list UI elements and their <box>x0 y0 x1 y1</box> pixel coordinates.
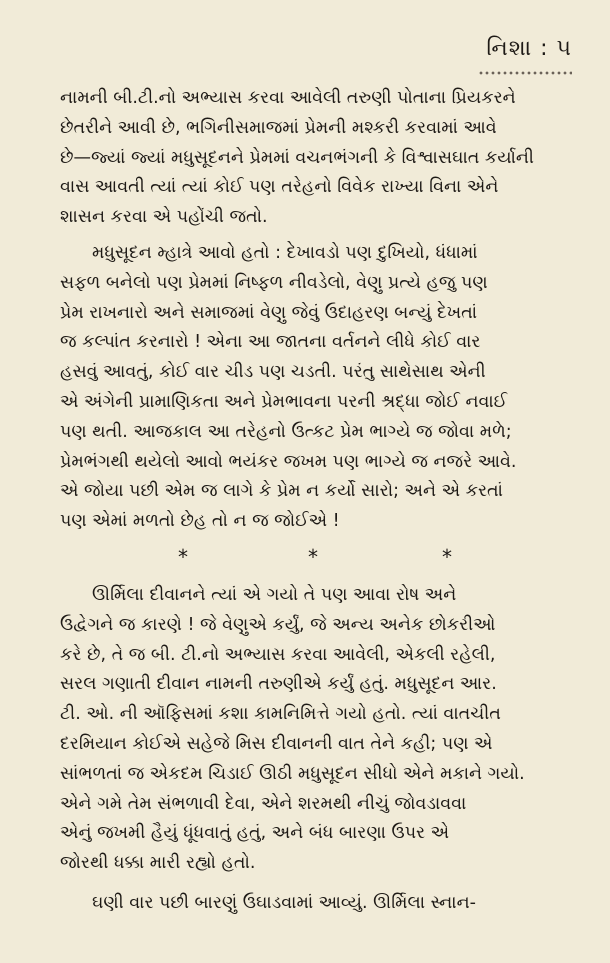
text-line: પણ થતી. આજકાલ આ તરેહનો ઉત્કટ પ્રેમ ભાગ્યે જ જોવા મળે; <box>60 421 512 442</box>
text-line: પ્રેમ રાખનારો અને સમાજમાં વેણુ જેવું ઉદાહરણ બન્યું દેખતાં <box>60 302 478 323</box>
text-line: ઉદ્વેગને જ કારણે ! જે વેણુએ કર્યું, જે અન્ય અનેક છોકરીઓ <box>60 614 496 635</box>
header-ornament <box>478 70 572 76</box>
text-line: દરમિયાન કોઈએ સહેજે મિસ દીવાનની વાત તેને કહી; પણ એ <box>60 733 493 754</box>
text-line: કરે છે, તે જ બી. ટી.નો અભ્યાસ કરવા આવેલી, એકલી રહેલી, <box>60 644 496 665</box>
text-line: એ અંગેની પ્રામાણિકતા અને પ્રેમભાવના પરની શ્રદ્ધા જોઈ નવાઈ <box>60 391 508 412</box>
paragraph-4 <box>60 889 572 919</box>
text-line: ઊર્મિલા દીવાનને ત્યાં એ ગયો તે પણ આવા રોષ અને <box>92 584 457 605</box>
page-header: નિશા : ૫ <box>486 36 572 61</box>
paragraph-2 <box>60 239 572 537</box>
text-line: વાસ આવતી ત્યાં ત્યાં કોઈ પણ તરેહનો વિવેક રાખ્યા વિના એને <box>60 177 499 198</box>
text-line: પ્રેમભંગથી થયેલો આવો ભયંકર જખમ પણ ભાગ્યે જ નજરે આવે. <box>60 451 517 472</box>
body-text <box>60 84 572 919</box>
text-line: નામની બી.ટી.નો અભ્યાસ કરવા આવેલી તરુણી પોતાના પ્રિયકરને <box>60 88 516 108</box>
separator-star: * <box>442 544 452 569</box>
text-line: ઘણી વાર પછી બારણું ઉઘાડવામાં આવ્યું. ઊર્મિલા સ્નાન- <box>92 892 476 913</box>
text-line: હસવું આવતું, કોઈ વાર ચીડ પણ ચડતી. પરંતુ સાથેસાથ એની <box>60 362 486 383</box>
text-line: એનું જખમી હૈયું ધૂંધવાતું હતું, અને બંધ બારણા ઉપર એ <box>60 823 450 844</box>
text-line: છેતરીને આવી છે, ભગિનીસમાજમાં પ્રેમની મશ્કરી કરવામાં આવે <box>60 117 497 138</box>
section-separator <box>60 539 572 579</box>
separator-star: * <box>178 544 188 569</box>
text-line: એ જોયા પછી એમ જ લાગે કે પ્રેમ ન કર્યો સારો; અને એ કરતાં <box>60 481 503 502</box>
text-line: જ કલ્પાંત કરનારો ! એના આ જાતના વર્તનને લીધે કોઈ વાર <box>60 332 481 353</box>
text-line: શાસન કરવા એ પહોંચી જતો. <box>60 207 268 228</box>
text-line: સફળ બનેલો પણ પ્રેમમાં નિષ્ફળ નીવડેલો, વેણુ પ્રત્યે હજુ પણ <box>60 272 488 293</box>
text-line: પણ એમાં મળતો છેહ તો ન જ જોઈએ ! <box>60 511 340 532</box>
text-line: સરલ ગણાતી દીવાન નામની તરુણીએ કર્યું હતું. મધુસૂદન આર. <box>60 674 497 695</box>
text-line: છે—જ્યાં જ્યાં મધુસૂદનને પ્રેમમાં વચનભંગની કે વિશ્વાસઘાત કર્યાની <box>60 147 534 168</box>
separator-star: * <box>308 544 318 569</box>
text-line: જોરથી ધક્કા મારી રહ્યો હતો. <box>60 853 256 874</box>
text-line: સાંભળતાં જ એકદમ ચિડાઈ ઊઠી મધુસૂદન સીધો એને મકાને ગયો. <box>60 763 525 784</box>
paragraph-3 <box>60 581 572 879</box>
text-line: ટી. ઓ. ની ઑફિસમાં કશા કામનિમિત્તે ગયો હતો. ત્યાં વાતચીત <box>60 704 501 725</box>
paragraph-1 <box>60 84 572 233</box>
text-line: મધુસૂદન મ્હાત્રે આવો હતો : દેખાવડો પણ દુખિયો, ધંધામાં <box>92 242 478 263</box>
text-line: એને ગમે તેમ સંભળાવી દેવા, એને શરમથી નીચું જોવડાવવા <box>60 793 467 814</box>
